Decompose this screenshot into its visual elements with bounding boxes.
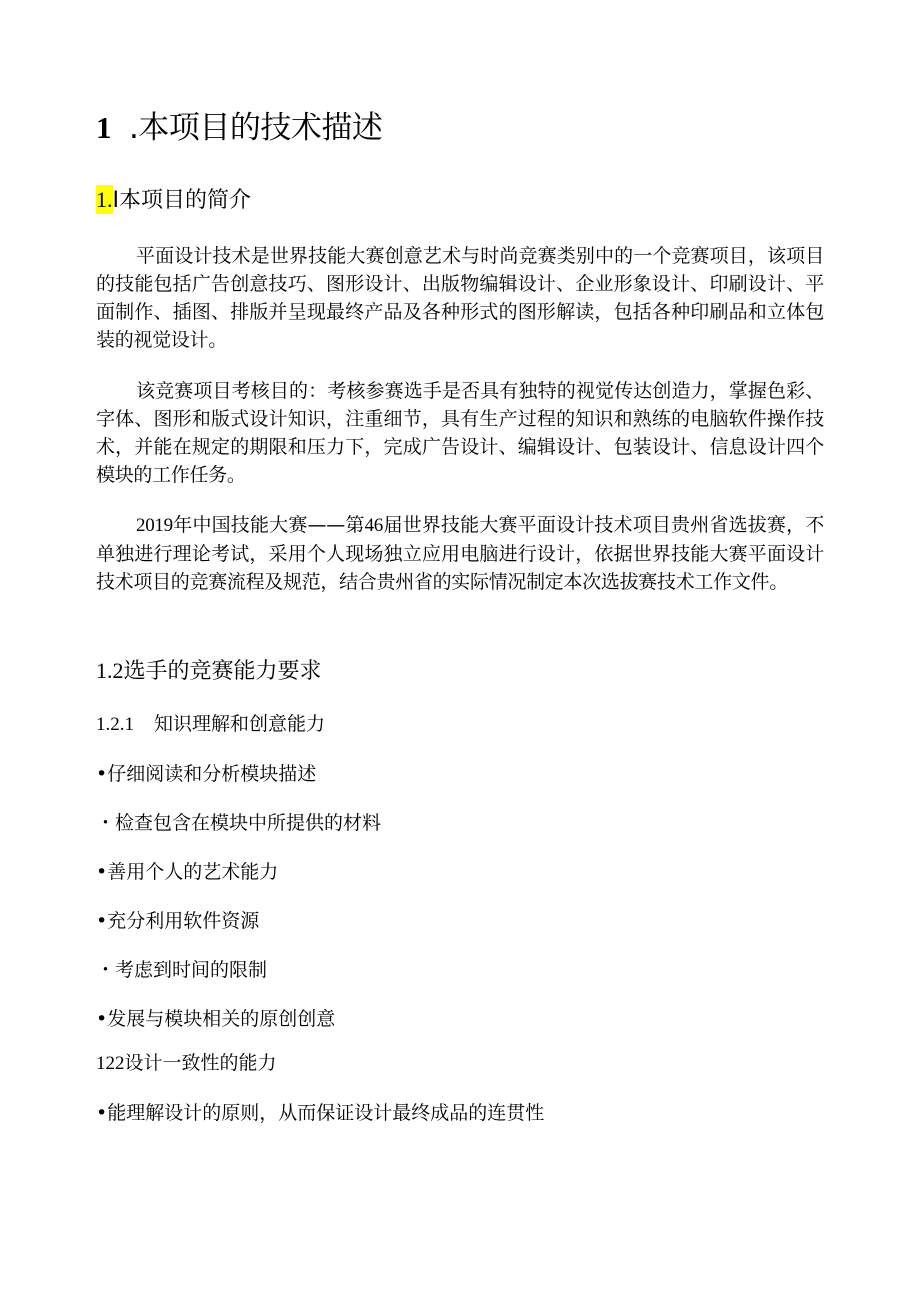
paragraph-objective: 该竞赛项目考核目的：考核参赛选手是否具有独特的视觉传达创造力，掌握色彩、字体、图形和版式设计知识，注重细节，具有生产过程的知识和熟练的电脑软件操作技术，并能在规定的期限和压力下，完成广告设计、编辑设计、包装设计、信息设计四个模块的工作任务。	[96, 380, 824, 486]
paragraph-part2: 届世界技能大赛平面设计技术项目贵州省选拔赛，不单独进行理论考试，采用个人现场独立应用电脑进行设计，依据世界技能大赛平面设计技术项目的竞赛流程及规范，结合贵州省的实际情况制定本次选拔赛技术工作文件。	[96, 514, 824, 593]
section-1-2-number: 1.2	[96, 658, 124, 683]
paragraph-part1: 年中国技能大赛——第	[172, 514, 365, 536]
section-1-2-1-number: 1.2.1	[96, 714, 134, 735]
section-1-2-1-heading	[96, 710, 325, 739]
list-item: ・检查包含在模块中所提供的材料	[96, 812, 382, 834]
list-item: •充分利用软件资源	[96, 910, 260, 932]
paragraph-intro: 平面设计技术是世界技能大赛创意艺术与时尚竞赛类别中的一个竞赛项目，该项目的技能包括广告创意技巧、图形设计、出版物编辑设计、企业形象设计、印刷设计、平面制作、插图、排版并呈现最终产品及各种形式的图形解读，包括各种印刷品和立体包装的视觉设计。	[96, 245, 824, 351]
section-1-2-1-title: 知识理解和创意能力	[154, 713, 326, 735]
paragraph-year: 2019	[136, 515, 173, 536]
section-1-heading	[96, 106, 382, 150]
paragraph-competition	[96, 511, 824, 596]
paragraph-num: 46	[364, 515, 383, 536]
section-1-title: .本项目的技术描述	[129, 110, 383, 146]
section-1-2-2-heading	[96, 1049, 277, 1078]
list-item: ・考虑到时间的限制	[96, 959, 268, 981]
section-1-number: 1	[96, 110, 111, 145]
section-1-2-heading	[96, 655, 322, 688]
section-1-2-2-title: 设计一致性的能力	[124, 1052, 277, 1074]
section-1-1-title: I本项目的简介	[112, 188, 251, 213]
list-item: •发展与模块相关的原创创意	[96, 1008, 336, 1030]
list-item: •能理解设计的原则，从而保证设计最终成品的连贯性	[96, 1102, 545, 1124]
section-1-1-number-highlight: 1.	[96, 187, 113, 212]
list-item: •善用个人的艺术能力	[96, 861, 279, 883]
list-item: •仔细阅读和分析模块描述	[96, 763, 317, 785]
section-1-2-title: 选手的竞赛能力要求	[123, 659, 322, 684]
section-1-2-2-number: 122	[96, 1053, 125, 1074]
section-1-1-heading	[96, 183, 251, 218]
